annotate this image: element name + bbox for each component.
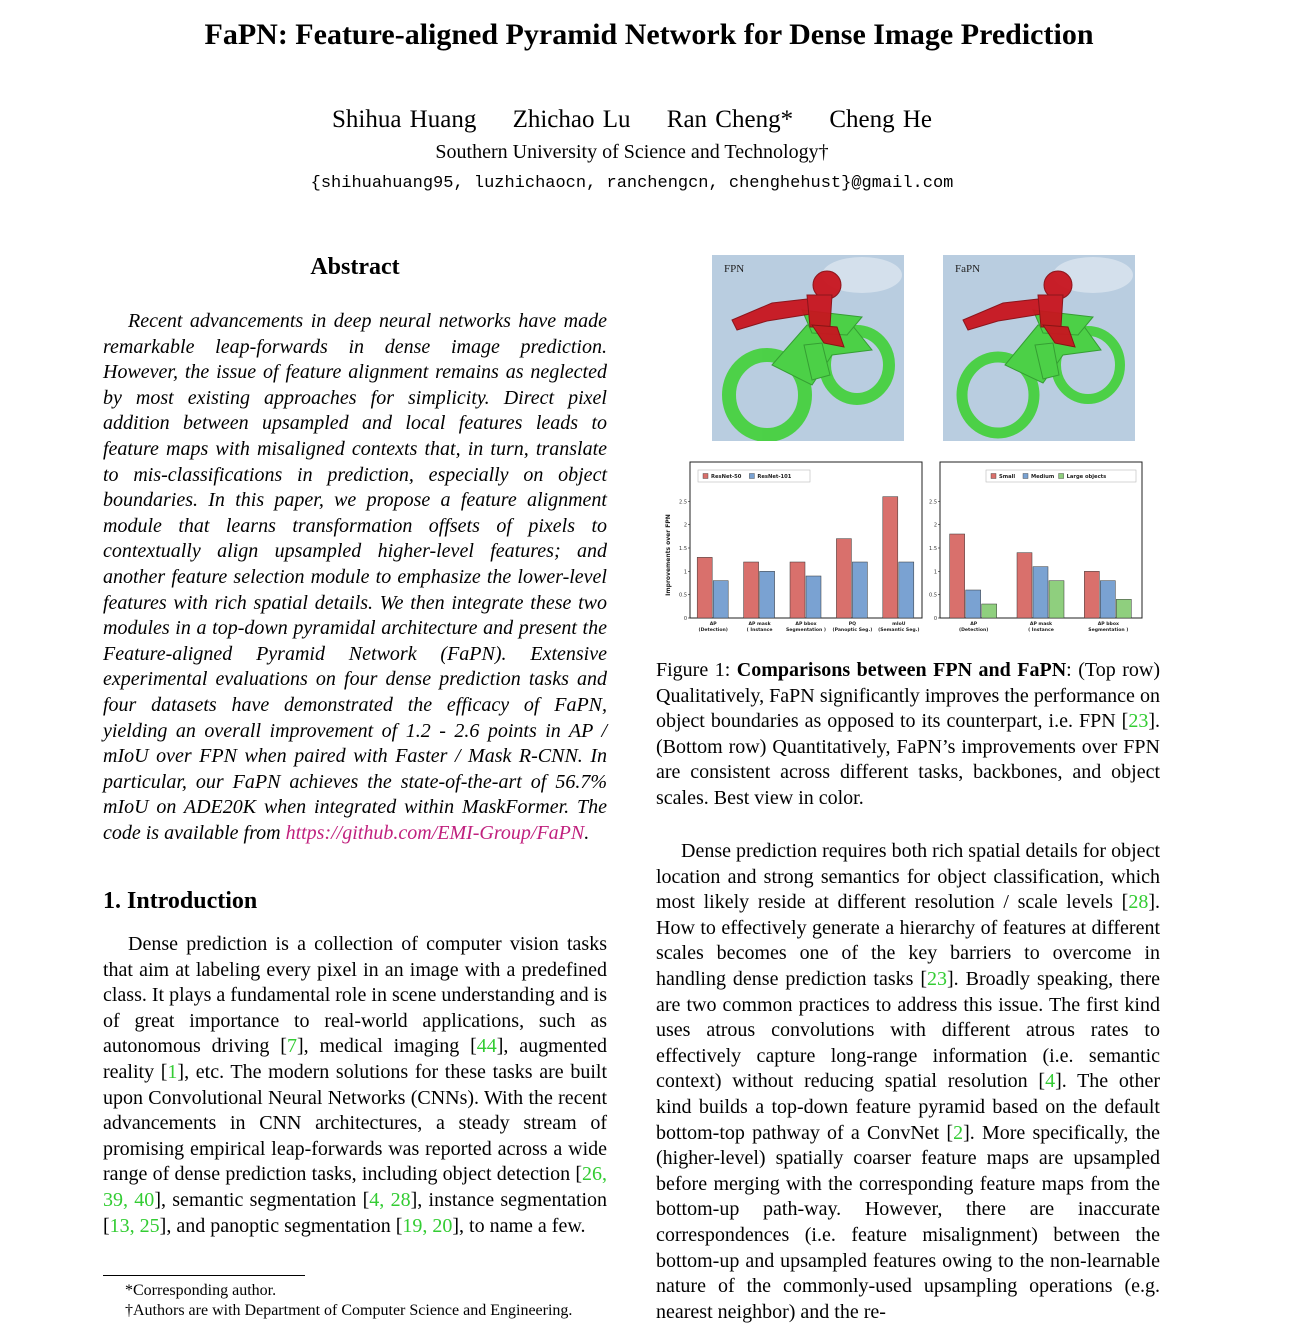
bar xyxy=(697,557,712,618)
x-tick-label: AP xyxy=(970,622,978,627)
abstract-end: . xyxy=(584,821,590,844)
chart-backbone-comparison xyxy=(665,462,922,633)
code-link[interactable]: https://github.com/EMI-Group/FaPN xyxy=(285,821,585,844)
y-tick-label: 0.5 xyxy=(679,592,687,599)
bar xyxy=(899,562,914,618)
bar xyxy=(1049,581,1064,618)
text-run: ]. The other kind builds a top-down feature pyramid based on the default bottom-top pathway of a ConvNet [ xyxy=(656,1070,1160,1144)
affiliation: Southern University of Science and Technology† xyxy=(435,141,829,163)
bar xyxy=(966,590,981,618)
footnote: †Authors are with Department of Computer Science and Engineering. xyxy=(125,1302,573,1319)
bar xyxy=(982,604,997,618)
y-tick-label: 0.5 xyxy=(929,592,937,599)
x-tick-label: mIoU xyxy=(892,622,906,627)
y-tick-label: 1.5 xyxy=(679,546,687,552)
text-run: ], and panoptic segmentation [ xyxy=(159,1214,403,1237)
caption-text: : (Top row) Qualitatively, FaPN significantly improves the performance on object boundaries as opposed to its counterpart, i.e. FPN [ xyxy=(656,659,1160,733)
x-tick-label: AP bbox xyxy=(1097,622,1119,627)
author-name: Cheng He xyxy=(829,106,932,133)
legend-swatch xyxy=(1059,474,1064,479)
y-tick-label: 2 xyxy=(683,522,687,529)
x-tick-label: ( Instance xyxy=(1028,628,1054,633)
x-tick-label: AP xyxy=(709,622,717,627)
y-tick-label: 1 xyxy=(933,569,937,576)
legend-label: Large objects xyxy=(1066,474,1107,480)
text-run: ], augmented reality [ xyxy=(103,1035,608,1083)
y-tick-label: 2 xyxy=(933,522,937,529)
text-run: ], instance segmentation [ xyxy=(103,1188,608,1237)
bar xyxy=(713,581,728,618)
citation-link[interactable]: 23 xyxy=(927,967,948,990)
paper-title: FaPN: Feature-aligned Pyramid Network for Dense Image Prediction xyxy=(204,18,1094,51)
author-name: Ran Cheng* xyxy=(666,106,794,133)
intro-paragraph-1 xyxy=(103,932,607,1239)
caption-label: Figure 1: xyxy=(656,659,737,681)
text-run: ], etc. The modern solutions for these tasks are built upon Convolutional Neural Networks (CNNs). With the recent advancements in CNN architectures, a steady stream of promising empirical leap-forwards was reported across a wide range of dense prediction tasks, including object detection [ xyxy=(103,1060,607,1186)
x-tick-label: (Detection) xyxy=(958,628,989,633)
legend-swatch xyxy=(749,474,754,479)
y-tick-label: 2.5 xyxy=(929,499,937,506)
citation-link[interactable]: 44 xyxy=(476,1035,497,1058)
caption-title: Comparisons between FPN and FaPN xyxy=(736,659,1067,681)
text-run: ], medical imaging [ xyxy=(296,1035,477,1058)
legend-swatch xyxy=(1023,474,1028,479)
text-run: ], to name a few. xyxy=(452,1214,586,1237)
figure-caption xyxy=(656,658,1160,812)
legend-label: ResNet-50 xyxy=(711,474,742,480)
bar xyxy=(1017,553,1032,618)
x-tick-label: (Panoptic Seg.) xyxy=(832,628,873,633)
y-tick-label: 0 xyxy=(683,616,687,622)
abstract-body xyxy=(103,309,607,846)
y-tick-label: 2.5 xyxy=(679,499,687,506)
author-name: Shihua Huang xyxy=(331,106,477,133)
text-run: ]. How to effectively generate a hierarchy of features at different scales becomes one of the key barriers to overcome in handling dense prediction tasks [ xyxy=(656,891,1160,990)
text-run: ]. Broadly speaking, there are two common practices to address this issue. The first kind uses atrous convolutions with different atrous rates to effectively capture long-range information (i.e. semantic context) without reducing spatial resolution [ xyxy=(656,967,1160,1093)
author-emails: {shihuahuang95, luzhichaocn, ranchengcn, chenghehust}@gmail.com xyxy=(310,174,954,193)
text-run: Dense prediction requires both rich spatial details for object location and strong semantics for object classification, which most likely reside at different resolution / scale levels [ xyxy=(656,840,1160,914)
x-tick-label: ( Instance xyxy=(746,628,773,633)
text-run: ], semantic segmentation [ xyxy=(154,1188,370,1211)
citation-link[interactable]: 1 xyxy=(167,1060,178,1083)
bar xyxy=(744,562,759,618)
legend-label: ResNet-101 xyxy=(757,474,792,480)
citation-link[interactable]: 23 xyxy=(1128,710,1149,733)
legend-swatch xyxy=(991,474,996,479)
x-tick-label: AP mask xyxy=(748,622,771,627)
bar xyxy=(1033,567,1048,618)
citation-link[interactable]: 26, 39, 40 xyxy=(103,1163,607,1211)
y-tick-label: 1 xyxy=(683,569,687,576)
figure-image-fapn xyxy=(943,255,1135,441)
bar xyxy=(1116,599,1131,618)
abstract-heading: Abstract xyxy=(310,254,400,280)
author-list xyxy=(0,106,1264,134)
bar xyxy=(806,576,821,618)
x-tick-label: Segmentation ) xyxy=(785,628,827,633)
panel-label: FPN xyxy=(724,263,745,275)
citation-link[interactable]: 4 xyxy=(1045,1070,1056,1093)
legend-label: Small xyxy=(999,474,1016,480)
segmentation-illustration xyxy=(943,255,1135,441)
text-run: ]. More specifically, the (higher-level) spatially coarser feature maps are upsampled before merging with the corresponding feature maps from the bottom-up path-way. However, there are inaccurate correspondences (i.e. feature misalignment) between the bottom-up and upsampled features owing to the non-learnable nature of the commonly-used upsampling operations (e.g. nearest neighbor) and the re- xyxy=(656,1121,1161,1323)
section-heading-introduction: 1. Introduction xyxy=(103,888,258,914)
citation-link[interactable]: 2 xyxy=(953,1121,964,1144)
legend-swatch xyxy=(703,474,708,479)
y-axis-label: Improvements over FPN xyxy=(665,514,672,596)
legend-label: Medium xyxy=(1031,474,1055,480)
segmentation-illustration xyxy=(712,255,904,441)
bar xyxy=(950,534,965,618)
panel-label: FaPN xyxy=(955,263,981,275)
x-tick-label: (Detection) xyxy=(698,628,728,633)
bar xyxy=(760,571,775,618)
x-tick-label: PQ xyxy=(848,622,857,627)
author-name: Zhichao Lu xyxy=(512,106,631,133)
citation-link[interactable]: 13, 25 xyxy=(109,1214,160,1237)
x-tick-label: AP mask xyxy=(1029,622,1053,627)
abstract-text: Recent advancements in deep neural networks have made remarkable leap-forwards in dense image prediction. However, the issue of feature alignment remains as neglected by most existing approaches for simplicity. Direct pixel addition between upsampled and local features leads to feature maps with misaligned contexts that, in turn, translate to mis-classifications in prediction, especially on object boundaries. In this paper, we propose a feature alignment module that learns transformation offsets of pixels to contextually align upsampled higher-level features; and another feature selection module to emphasize the lower-level features with rich spatial details. We then integrate these two modules in a top-down pyramidal architecture and present the Feature-aligned Pyramid Network (FaPN). Extensive experimental evaluations on four dense prediction tasks and four datasets have demonstrated the efficacy of FaPN, yielding an overall improvement of 1.2 - 2.6 points in AP / mIoU over FPN when paired with Faster / Mask R-CNN. In particular, our FaPN achieves the state-of-the-art of 56.7% mIoU on ADE20K when integrated within MaskFormer. The code is available from xyxy=(103,310,607,844)
bar xyxy=(1100,581,1115,618)
x-tick-label: Segmentation ) xyxy=(1088,628,1129,633)
citation-link[interactable]: 4, 28 xyxy=(369,1188,411,1211)
chart-object-scale-comparison xyxy=(929,462,1142,633)
bar xyxy=(790,562,805,618)
bar-charts xyxy=(662,458,1148,640)
figure-image-fpn xyxy=(712,255,904,441)
y-tick-label: 1.5 xyxy=(929,546,937,552)
bar xyxy=(852,562,867,618)
intro-paragraph-2 xyxy=(656,839,1160,1325)
bar xyxy=(836,539,851,618)
caption-text: ]. (Bottom row) Quantitatively, FaPN’s improvements over FPN are consistent across different tasks, backbones, and object scales. Best view in color. xyxy=(656,710,1160,809)
bar xyxy=(1084,571,1099,618)
x-tick-label: AP bbox xyxy=(795,622,817,627)
citation-link[interactable]: 28 xyxy=(1128,891,1149,914)
y-tick-label: 0 xyxy=(933,616,937,622)
citation-link[interactable]: 7 xyxy=(286,1035,297,1058)
footnote-rule xyxy=(103,1275,305,1276)
x-tick-label: (Semantic Seg.) xyxy=(878,628,920,633)
citation-link[interactable]: 19, 20 xyxy=(402,1214,453,1237)
bar xyxy=(883,497,898,618)
footnote: *Corresponding author. xyxy=(125,1282,277,1299)
text-run: Dense prediction is a collection of computer vision tasks that aim at labeling every pixel in an image with a predefined class. It plays a fundamental role in scene understanding and is of great importance to real-world applications, such as autonomous driving [ xyxy=(103,933,607,1058)
